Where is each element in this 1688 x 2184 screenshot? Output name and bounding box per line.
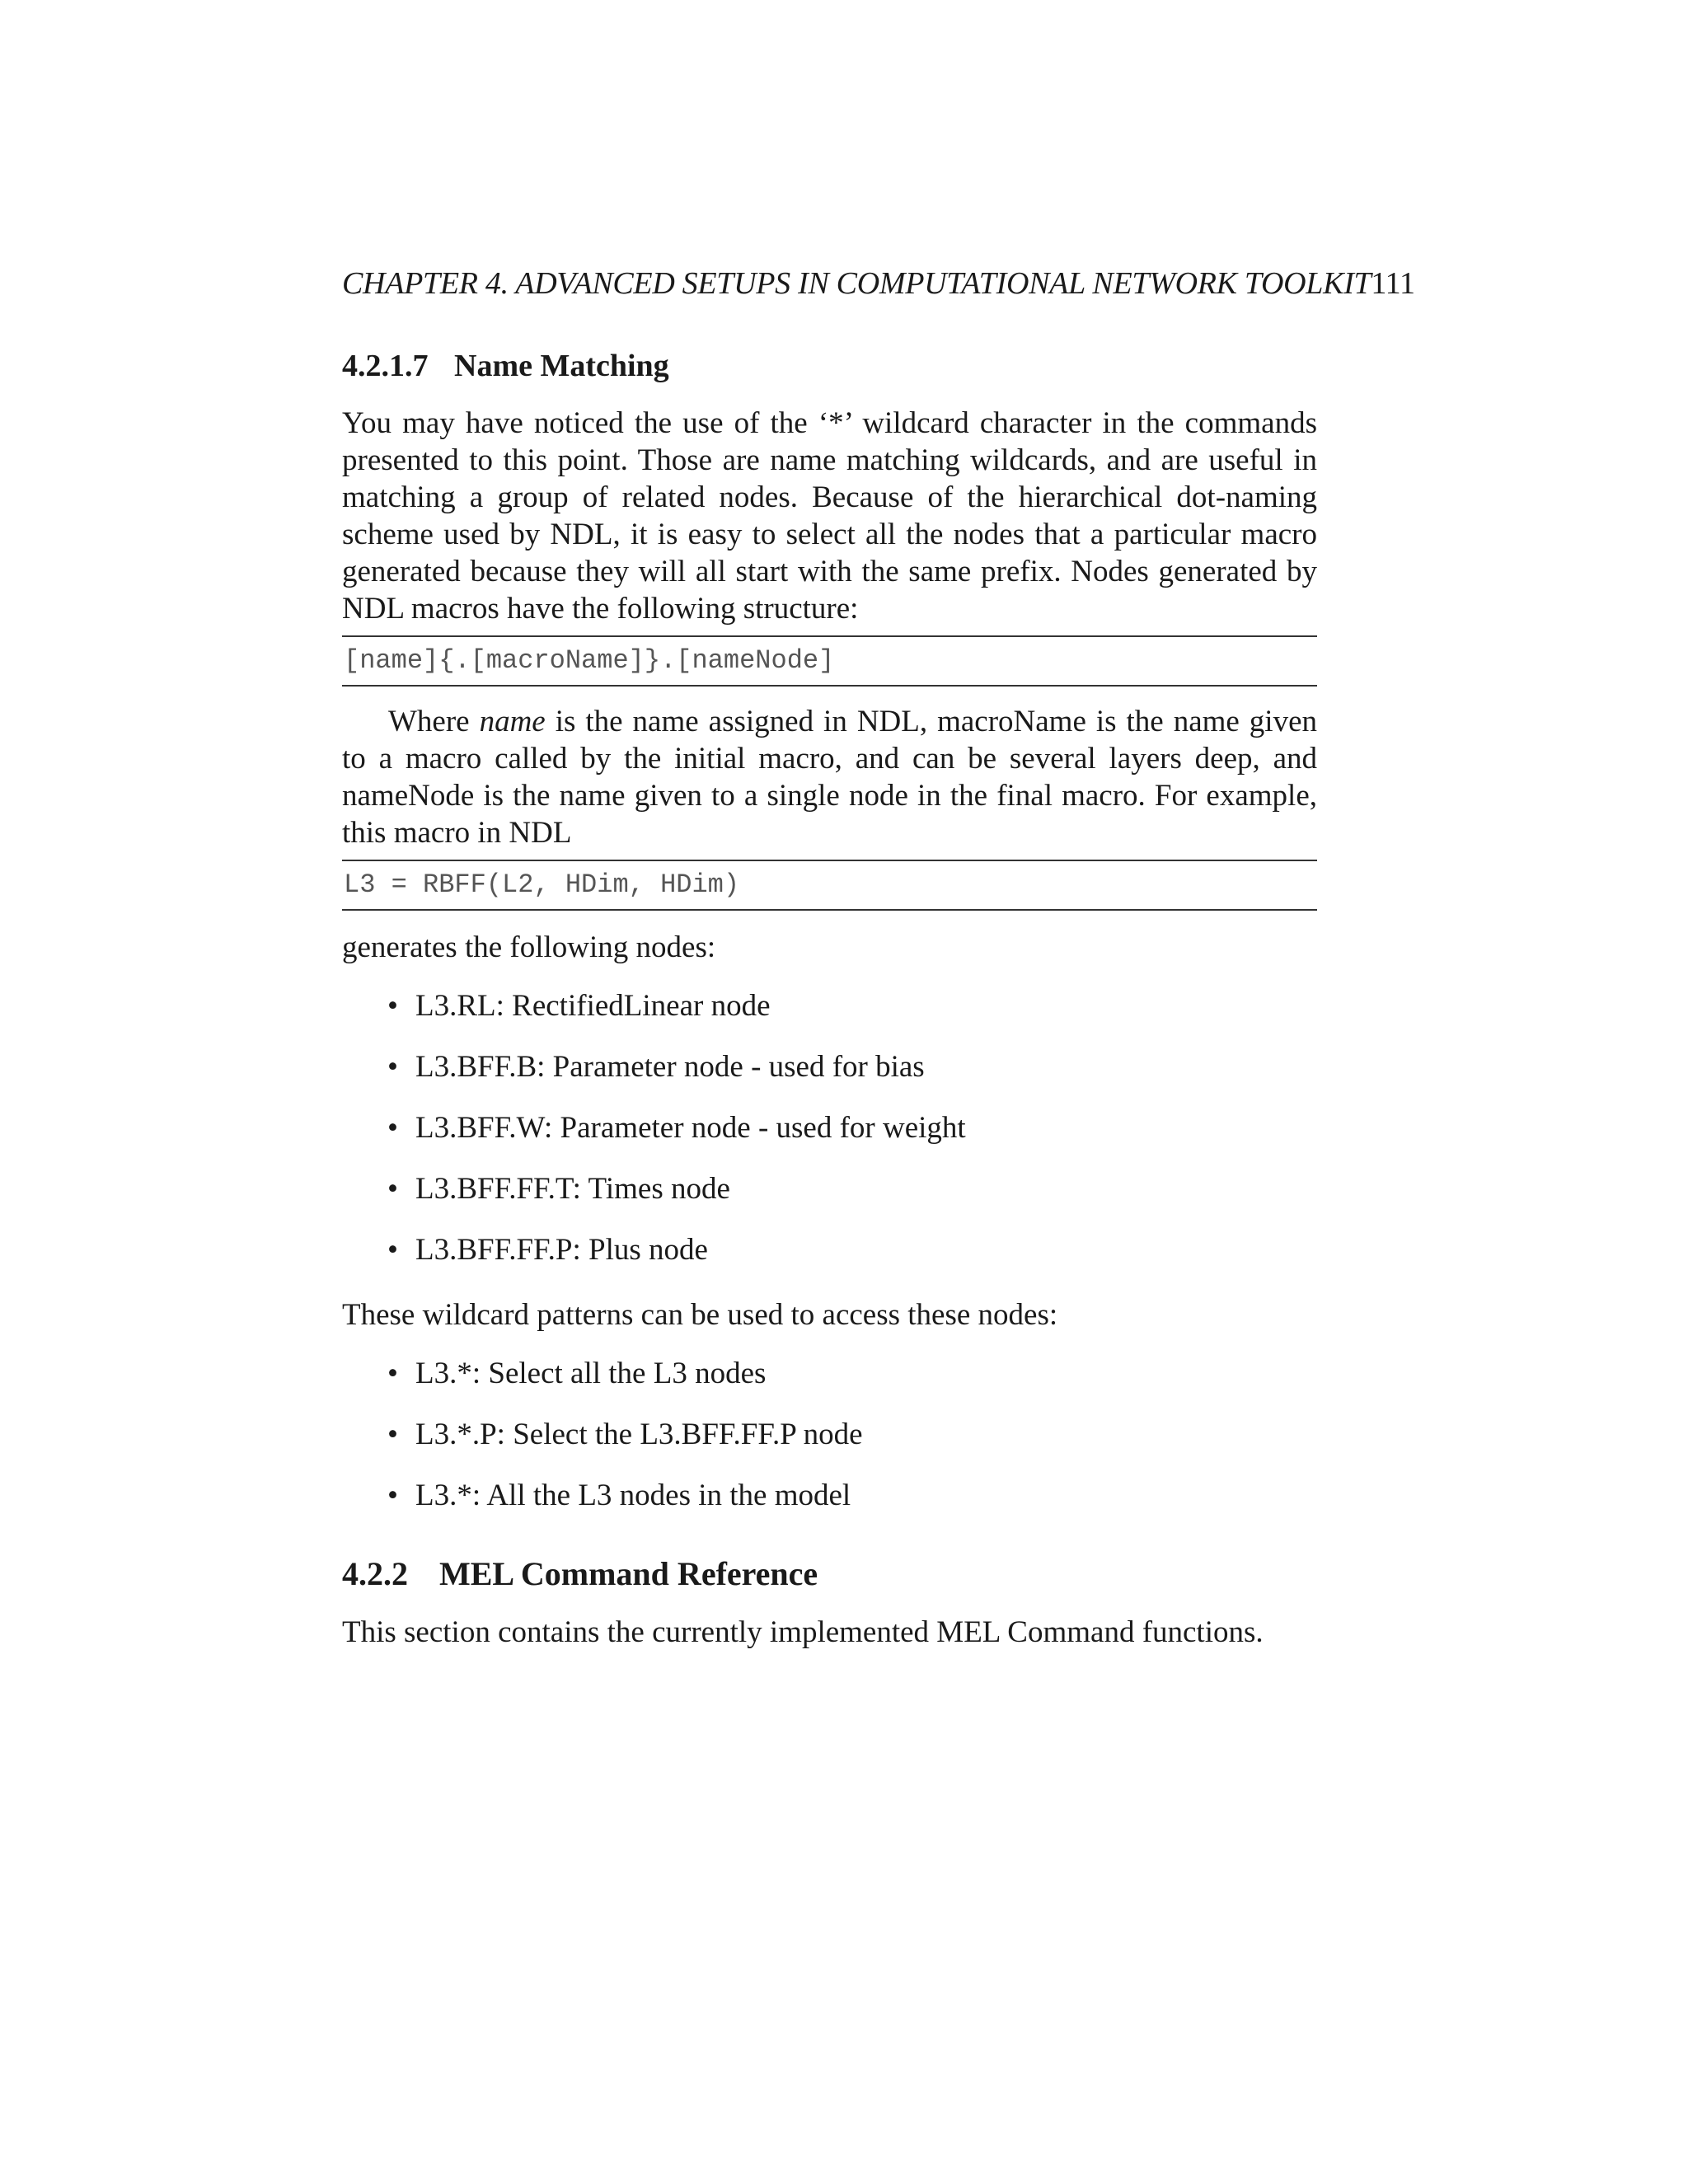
list-item (387, 1048, 1311, 1109)
chapter-title: CHAPTER 4. ADVANCED SETUPS IN COMPUTATIONAL NETWORK TOOLKIT (342, 266, 1372, 301)
paragraph-wildcard-patterns: These wildcard patterns can be used to access these nodes: (342, 1298, 1058, 1332)
list-item-text: L3.*: Select all the L3 nodes (415, 1357, 767, 1390)
list-item-text: L3.BFF.FF.P: Plus node (415, 1233, 708, 1267)
list-item (387, 1109, 1311, 1170)
section-heading-name-matching (342, 348, 1317, 384)
section-title: MEL Command Reference (439, 1555, 818, 1592)
list-item-text: L3.BFF.B: Parameter node - used for bias (415, 1050, 925, 1084)
bullet-icon: • (387, 1418, 398, 1451)
bullet-icon: • (387, 1479, 398, 1512)
paragraph-wildcard-intro: You may have noticed the use of the ‘*’ wildcard character in the commands presented to this point. Those are name matching wildcards, and are useful in matching a group of related nodes. Because of the hierarchical dot-naming scheme used by NDL, it is easy to select all the nodes that a particular macro generated because they will all start with the same prefix. Nodes generated by NDL macros have the following structure: (342, 406, 1317, 626)
bullet-icon: • (387, 1357, 398, 1390)
paragraph-where-name (342, 703, 1317, 851)
list-item (387, 1477, 1311, 1538)
list-item-text: L3.*: All the L3 nodes in the model (415, 1479, 851, 1512)
para2-rest: is the name assigned in NDL, macroName is the name given to a macro called by the initial macro, and can be several layers deep, and nameNode is the name given to a single node in the final macro. For example, this macro in NDL (342, 705, 1318, 850)
list-item-text: L3.RL: RectifiedLinear node (415, 989, 771, 1023)
list-item-text: L3.BFF.W: Parameter node - used for weight (415, 1111, 966, 1145)
list-item (387, 1170, 1311, 1231)
section-number: 4.2.2 (342, 1555, 408, 1592)
list-item (387, 987, 1311, 1048)
page-number: 111 (1371, 266, 1415, 301)
paragraph-mel-intro: This section contains the currently implemented MEL Command functions. (342, 1615, 1264, 1649)
bullet-icon: • (387, 1172, 398, 1206)
list-item (387, 1231, 1311, 1292)
wildcard-patterns-list (387, 1355, 1311, 1538)
paragraph-generates: generates the following nodes: (342, 930, 716, 964)
running-header (342, 265, 1414, 302)
code-block-macro-example: L3 = RBFF(L2, HDim, HDim) (342, 860, 1317, 911)
section-number: 4.2.1.7 (342, 349, 429, 383)
generated-nodes-list (387, 987, 1311, 1292)
list-item-text: L3.*.P: Select the L3.BFF.FF.P node (415, 1418, 863, 1451)
list-item (387, 1355, 1311, 1416)
section-heading-mel-command-reference (342, 1554, 1317, 1593)
bullet-icon: • (387, 989, 398, 1023)
bullet-icon: • (387, 1233, 398, 1267)
para2-start: Where (388, 705, 480, 738)
list-item (387, 1416, 1311, 1477)
section-title: Name Matching (454, 349, 669, 383)
list-item-text: L3.BFF.FF.T: Times node (415, 1172, 730, 1206)
code-block-name-structure: [name]{.[macroName]}.[nameNode] (342, 635, 1317, 687)
para2-emphasis: name (479, 705, 546, 738)
bullet-icon: • (387, 1111, 398, 1145)
bullet-icon: • (387, 1050, 398, 1084)
